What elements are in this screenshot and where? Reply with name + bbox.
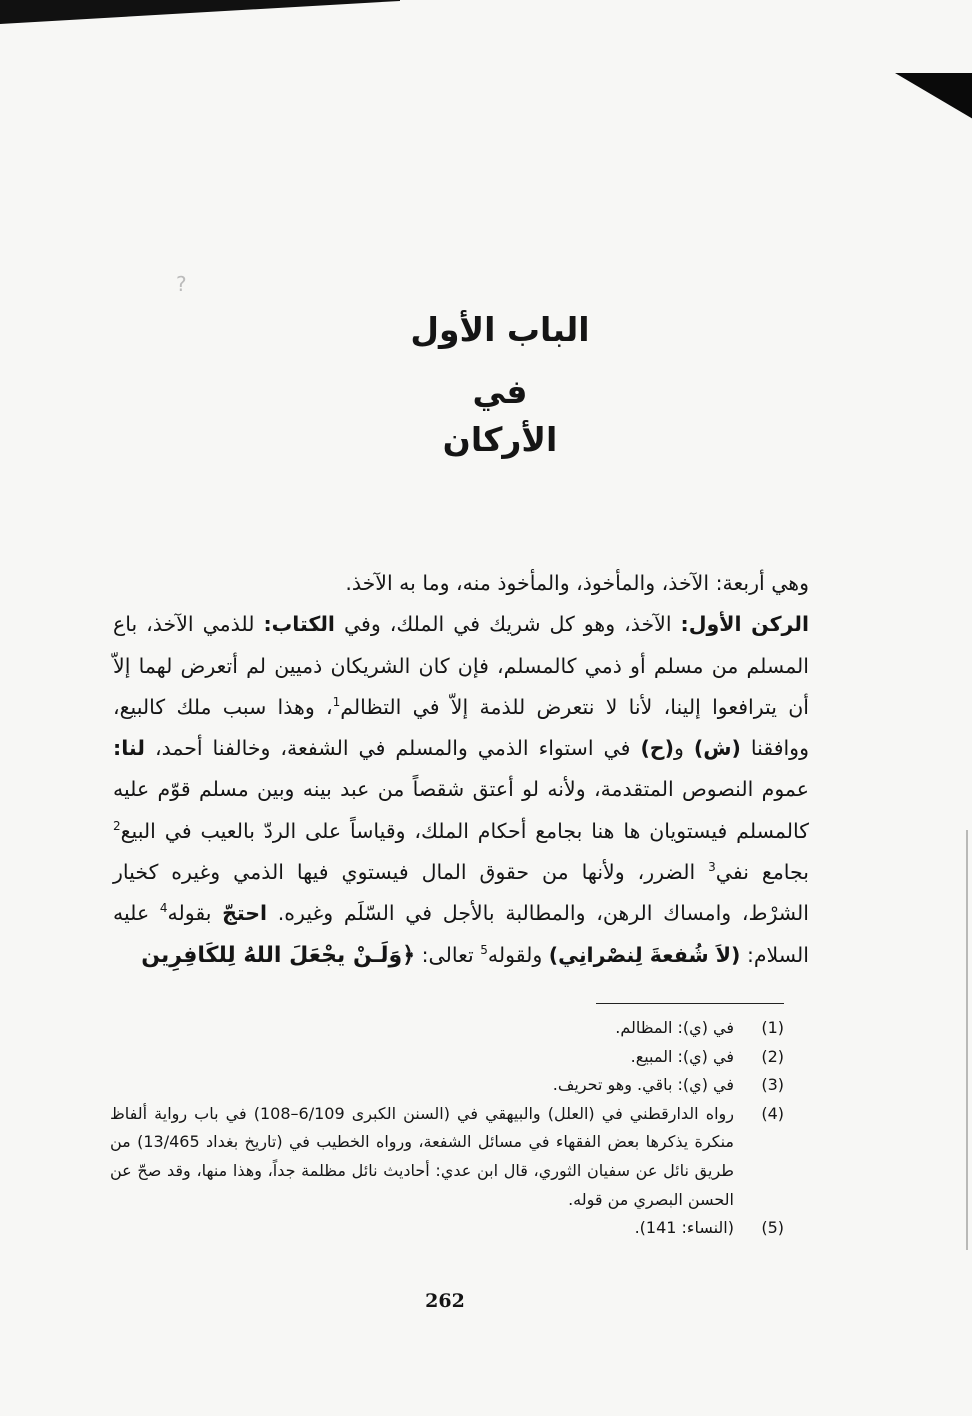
page-number: 262 (425, 1290, 465, 1312)
ihtaj-label: احتجّ (222, 901, 268, 926)
abbrev-sh: (ش) (693, 736, 741, 761)
footnote-item (110, 1043, 788, 1072)
footnote-number: (4) (761, 1103, 784, 1123)
footnote-item (110, 1214, 788, 1243)
footnote-item (110, 1071, 788, 1100)
chapter-connector: في (472, 372, 528, 411)
text-run: في استواء الذمي والمسلم في الشفعة، وخالفنا أحمد، (144, 736, 641, 761)
text-run: عليه السلام: (113, 901, 809, 967)
text-run: ، وهذا سبب ملك كالبيع، ووافقنا (113, 694, 809, 761)
lana-label: لنا: (113, 736, 145, 761)
footnote-number: (5) (761, 1218, 784, 1238)
footnote-separator (596, 1003, 784, 1004)
footnote-ref-2: 2 (113, 818, 121, 833)
chapter-title: الباب الأول (410, 310, 590, 349)
footnote-text: في (ي): المبيع. (630, 1046, 734, 1066)
footnote-text: رواه الدارقطني في (العلل) والبيهقي في (السنن الكبرى 6/109–108) في باب رواية ألفاظ منكرة يذكرها بعض الفقهاء في مسائل الشفعة، ورواه الخطيب في (تاريخ بغداد 13/465) من طريق نائل عن سفيان الثوري، قال ابن عدي: أحاديث نائل مظلمة جداً، وهذا منها، وقد صحّ عن الحسن البصري من قوله. (110, 1103, 735, 1209)
footnote-text: في (ي): باقي. وهو تحريف. (552, 1075, 734, 1095)
intro-paragraph: وهي أربعة: الآخذ، والمأخوذ، والمأخوذ منه، وما به الآخذ. (345, 571, 809, 595)
footnote-number: (1) (761, 1018, 784, 1037)
footnote-ref-3: 3 (708, 860, 716, 875)
page-edge-shadow (966, 830, 968, 1250)
hadith-quote: (لاَ شُفعةَ لِنصْرانِي) (548, 942, 741, 967)
footnote-text: (النساء: 141). (634, 1218, 734, 1238)
corner-triangle-mark (895, 73, 972, 119)
text-run: و (673, 736, 694, 761)
footnote-item (110, 1100, 788, 1214)
text-run: بجامع نفي (715, 860, 809, 885)
quran-verse: ﴿وَلَـنْ يجْعَلَ اللهُ لِلكَافِرِين (141, 942, 416, 968)
pencil-mark: ? (176, 272, 187, 296)
scan-edge-shadow (0, 0, 400, 24)
text-run: الضرر، ولأنها من حقوق المال فيستوي فيها الذمي وغيره كخيار الشرْط، وامساك الرهن، والمطالبة بالأجل في السّلَم وغيره. (113, 860, 809, 926)
pillar-paragraph (113, 604, 809, 976)
footnote-number: (3) (761, 1075, 784, 1095)
kitab-label: الكتاب: (263, 612, 335, 637)
footnote-number: (2) (761, 1046, 784, 1066)
abbrev-h: (ح) (640, 736, 674, 761)
main-text (113, 563, 809, 976)
pillar-label: الركن الأول: (680, 612, 809, 637)
text-run: للذمي الآخذ، باع المسلم من مسلم أو ذمي كالمسلم، فإن كان الشريكان ذميين لم أتعرض لهما إلاّ أن يترافعوا إلينا، لأنا لا نتعرض للذمة إلاّ في التظالم (113, 612, 809, 719)
chapter-subject: الأركان (442, 420, 558, 459)
footnote-ref-1: 1 (332, 695, 341, 710)
footnotes (110, 1014, 788, 1243)
text-run: ولقوله (487, 942, 549, 967)
text-run: تعالى: (415, 942, 481, 967)
text-run: بقوله (167, 901, 223, 926)
footnote-ref-5: 5 (480, 942, 488, 957)
text-run: عموم النصوص المتقدمة، ولأنه لو أعتق شقصاً من عبد بينه وبين مسلم قوّم عليه كالمسلم فيستويان ها هنا بجامع أحكام الملك، وقياساً على الردّ بالعيب في البيع (113, 777, 809, 843)
footnote-ref-4: 4 (159, 901, 168, 916)
text-run: الآخذ، وهو كل شريك في الملك، وفي (334, 612, 681, 637)
footnote-item (110, 1014, 788, 1043)
footnote-text: في (ي): المظالم. (615, 1018, 734, 1037)
